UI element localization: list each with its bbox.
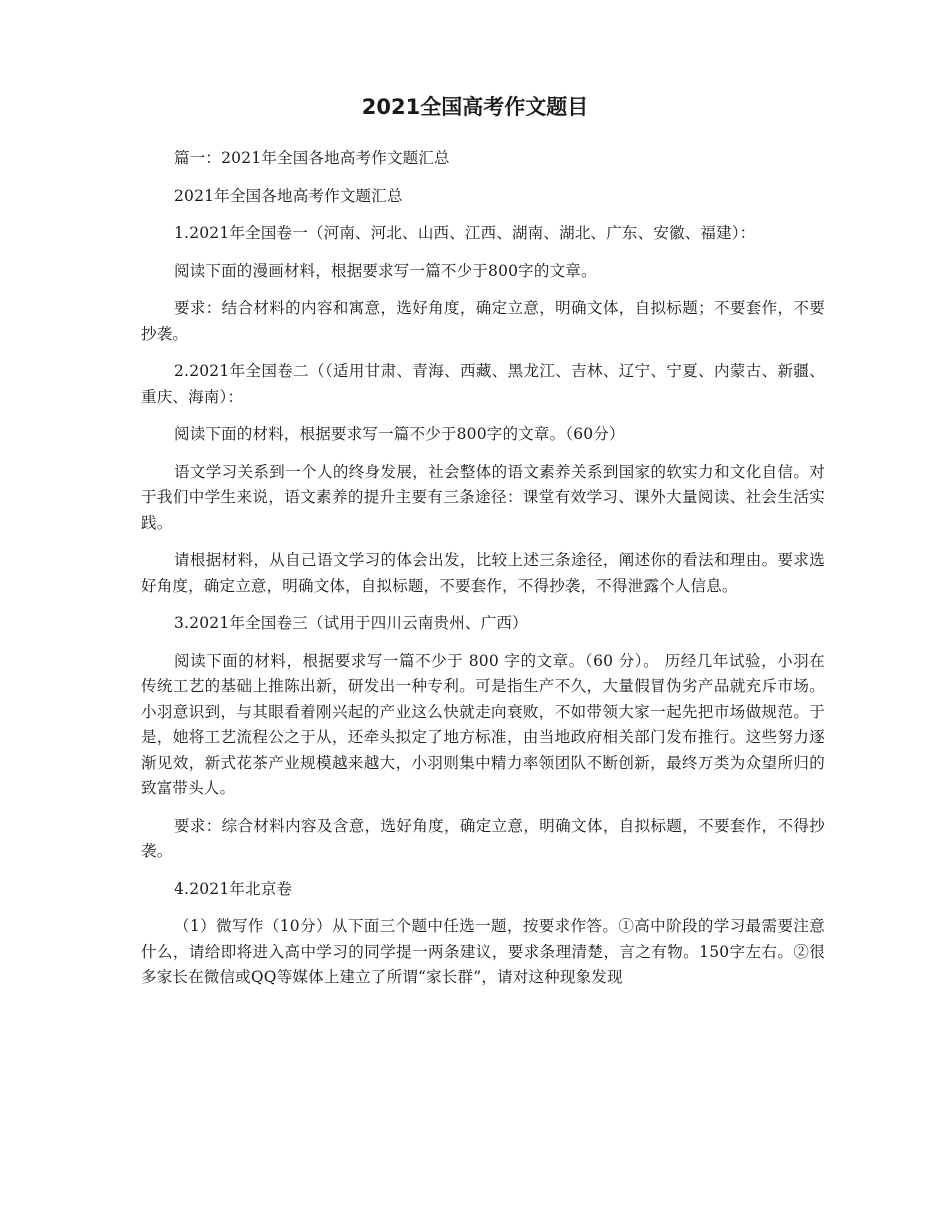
paragraph: 阅读下面的材料，根据要求写一篇不少于800字的文章。（60分） [174, 425, 625, 443]
paragraph: 1.2021年全国卷一（河南、河北、山西、江西、湖南、湖北、广东、安徽、福建）： [174, 224, 756, 242]
paragraph: 要求：结合材料的内容和寓意，选好角度，确定立意，明确文体，自拟标题；不要套作，不要抄袭。 [141, 299, 825, 343]
paragraph: 要求：综合材料内容及含意，选好角度，确定立意，明确文体，自拟标题，不要套作，不得抄袭。 [141, 816, 825, 860]
paragraph: 2021年全国各地高考作文题汇总 [174, 186, 403, 205]
paragraph: 阅读下面的漫画材料，根据要求写一篇不少于800字的文章。 [174, 261, 597, 280]
document-body [141, 146, 825, 1003]
paragraph: 4.2021年北京卷 [174, 879, 293, 898]
paragraph: 篇一：2021年全国各地高考作文题汇总 [174, 149, 450, 167]
paragraph: 请根据材料，从自己语文学习的体会出发，比较上述三条途径，阐述你的看法和理由。要求选好角度，确定立意，明确文体，自拟标题，不要套作，不得抄袭，不得泄露个人信息。 [141, 551, 825, 595]
document-title: 2021全国高考作文题目 [361, 95, 589, 119]
paragraph: （1）微写作（10分）从下面三个题中任选一题，按要求作答。①高中阶段的学习最需要注意什么，请给即将进入高中学习的同学提一两条建议，要求条理清楚，言之有物。150字左右。②很多家长在微信或QQ等媒体上建立了所谓“家长群”，请对这种现象发现 [141, 917, 825, 986]
paragraph: 语文学习关系到一个人的终身发展，社会整体的语文素养关系到国家的软实力和文化自信。对于我们中学生来说，语文素养的提升主要有三条途径：课堂有效学习、课外大量阅读、社会生活实践。 [141, 462, 825, 532]
paragraph: 3.2021年全国卷三（试用于四川云南贵州、广西） [174, 614, 528, 632]
paragraph: 阅读下面的材料，根据要求写一篇不少于 800 字的文章。（60 分）。 历经几年试验，小羽在传统工艺的基础上推陈出新，研发出一种专利。可是指生产不久，大量假冒伪劣产品就充斥市场。小羽意识到，与其眼看着刚兴起的产业这么快就走向衰败，不如带领大家一起先把市场做规范。于是，她将工艺流程公之于从，还牵头拟定了地方标准，由当地政府相关部门发布推行。这些努力逐渐见效，新式花茶产业规模越来越大，小羽则集中精力率领团队不断创新，最终万类为众望所归的致富带头人。 [141, 651, 825, 797]
paragraph: 2.2021年全国卷二（（适用甘肃、青海、西藏、黑龙江、吉林、辽宁、宁夏、内蒙古、新疆、重庆、海南）： [141, 362, 825, 406]
